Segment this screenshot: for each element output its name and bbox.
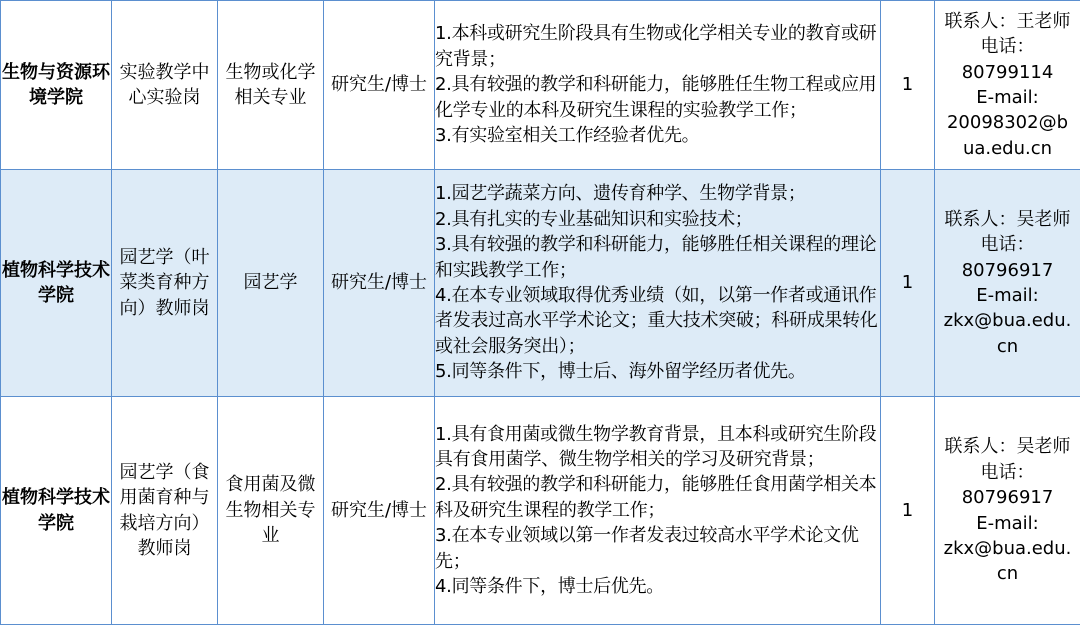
contact-cell xyxy=(935,397,1080,625)
requirement-item: 4.在本专业领域取得优秀业绩（如，以第一作者或通讯作者发表过高水平学术论文；重大技术突破；科研成果转化或社会服务突出）； xyxy=(435,285,878,357)
table-row xyxy=(1,1,1080,170)
requirement-item: 1.具有食用菌或微生物学教育背景，且本科或研究生阶段具有食用菌学、微生物学相关的学习及研究背景； xyxy=(435,423,877,470)
phone-label: 电话： xyxy=(980,461,1035,483)
requirements-cell xyxy=(435,1,881,170)
email-address: ua.edu.cn xyxy=(962,137,1053,159)
contact-cell xyxy=(935,1,1080,170)
table-row xyxy=(1,170,1080,397)
department-cell: 植物科学技术学院 xyxy=(1,170,112,397)
email-address: zkx@bua.edu. xyxy=(943,537,1072,559)
phone-number: 80796917 xyxy=(961,487,1054,509)
requirement-item: 2.具有扎实的专业基础知识和实验技术； xyxy=(435,208,753,230)
count-cell: 1 xyxy=(881,1,935,170)
email-label: E-mail: xyxy=(976,87,1039,108)
education-cell: 研究生/博士 xyxy=(324,1,435,170)
contact-cell xyxy=(935,170,1080,397)
major-cell: 食用菌及微生物相关专业 xyxy=(218,397,324,625)
phone-label: 电话： xyxy=(980,234,1035,256)
email-address: zkx@bua.edu. xyxy=(943,310,1072,332)
education-cell: 研究生/博士 xyxy=(324,397,435,625)
requirement-item: 5.同等条件下，博士后、海外留学经历者优先。 xyxy=(435,361,806,383)
requirement-item: 3.有实验室相关工作经验者优先。 xyxy=(435,125,700,147)
requirement-item: 1.本科或研究生阶段具有生物或化学相关专业的教育或研究背景； xyxy=(435,23,877,70)
education-cell: 研究生/博士 xyxy=(324,170,435,397)
requirement-item: 3.在本专业领域以第一作者发表过较高水平学术论文优先； xyxy=(435,525,859,572)
requirement-item: 2.具有较强的教学和科研能力，能够胜任食用菌学相关本科及研究生课程的教学工作； xyxy=(435,474,877,521)
phone-number: 80796917 xyxy=(961,259,1054,281)
requirements-cell xyxy=(435,397,881,625)
contact-person: 联系人：王老师 xyxy=(944,10,1071,32)
count-cell: 1 xyxy=(881,170,935,397)
position-cell: 园艺学（叶菜类育种方向）教师岗 xyxy=(112,170,218,397)
count-cell: 1 xyxy=(881,397,935,625)
email-address: cn xyxy=(996,563,1019,585)
department-cell: 生物与资源环境学院 xyxy=(1,1,112,170)
requirement-item: 1.园艺学蔬菜方向、遗传育种学、生物学背景； xyxy=(435,183,806,205)
requirements-cell xyxy=(435,170,881,397)
position-cell: 实验教学中心实验岗 xyxy=(112,1,218,170)
table-row xyxy=(1,397,1080,625)
major-cell: 园艺学 xyxy=(218,170,324,397)
email-label: E-mail: xyxy=(976,285,1039,306)
requirement-item: 4.同等条件下，博士后优先。 xyxy=(435,576,664,598)
phone-number: 80799114 xyxy=(961,61,1054,83)
major-cell: 生物或化学相关专业 xyxy=(218,1,324,170)
requirement-item: 2.具有较强的教学和科研能力，能够胜任生物工程或应用化学专业的本科及研究生课程的实验教学工作； xyxy=(435,74,877,121)
department-cell: 植物科学技术学院 xyxy=(1,397,112,625)
email-label: E-mail: xyxy=(976,512,1039,534)
phone-label: 电话： xyxy=(980,36,1035,58)
requirement-item: 3.具有较强的教学和科研能力，能够胜任相关课程的理论和实践教学工作； xyxy=(435,234,877,281)
contact-person: 联系人：吴老师 xyxy=(944,208,1071,230)
email-address: cn xyxy=(996,335,1019,357)
position-cell: 园艺学（食用菌育种与栽培方向）教师岗 xyxy=(112,397,218,625)
contact-person: 联系人：吴老师 xyxy=(944,436,1071,458)
email-address: 20098302@b xyxy=(946,112,1069,134)
